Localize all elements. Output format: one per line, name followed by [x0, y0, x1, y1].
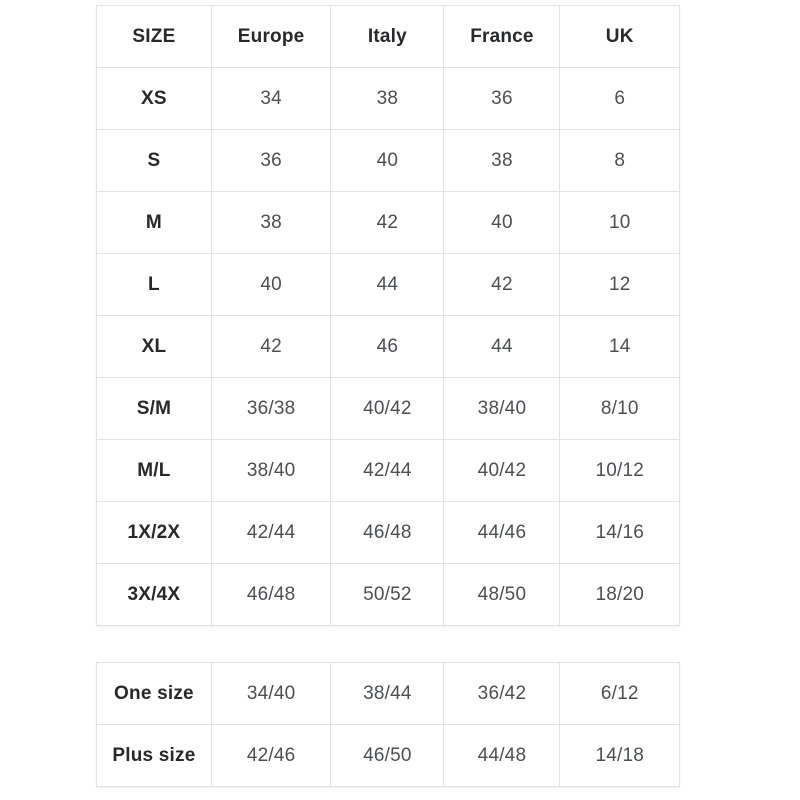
size-value-cell: 42 [444, 254, 560, 316]
table-row [97, 378, 680, 440]
size-value-cell: 6 [560, 68, 680, 130]
size-value-cell: 6/12 [560, 663, 680, 725]
size-label-cell: S/M [97, 378, 212, 440]
tables-container [96, 5, 680, 787]
size-label-cell: L [97, 254, 212, 316]
size-value-cell: 38 [211, 192, 331, 254]
size-value-cell: 8 [560, 130, 680, 192]
special-sizes-table [96, 662, 680, 787]
size-value-cell: 40/42 [444, 440, 560, 502]
size-value-cell: 48/50 [444, 564, 560, 626]
size-label-cell: 1X/2X [97, 502, 212, 564]
size-value-cell: 14 [560, 316, 680, 378]
size-label-cell: XS [97, 68, 212, 130]
table-row [97, 192, 680, 254]
size-value-cell: 42 [211, 316, 331, 378]
size-value-cell: 44/46 [444, 502, 560, 564]
size-value-cell: 40/42 [331, 378, 444, 440]
table-row [97, 68, 680, 130]
size-value-cell: 44 [331, 254, 444, 316]
size-value-cell: 46/48 [211, 564, 331, 626]
size-value-cell: 38/40 [211, 440, 331, 502]
size-value-cell: 44 [444, 316, 560, 378]
size-value-cell: 46 [331, 316, 444, 378]
size-value-cell: 50/52 [331, 564, 444, 626]
size-value-cell: 14/16 [560, 502, 680, 564]
table-row [97, 564, 680, 626]
size-label-cell: M [97, 192, 212, 254]
size-value-cell: 18/20 [560, 564, 680, 626]
size-value-cell: 8/10 [560, 378, 680, 440]
size-value-cell: 42/46 [211, 725, 331, 787]
size-value-cell: 38 [331, 68, 444, 130]
size-value-cell: 10 [560, 192, 680, 254]
column-header: UK [560, 6, 680, 68]
size-value-cell: 12 [560, 254, 680, 316]
column-header: France [444, 6, 560, 68]
size-value-cell: 38/40 [444, 378, 560, 440]
size-label-cell: 3X/4X [97, 564, 212, 626]
size-value-cell: 40 [444, 192, 560, 254]
table-row [97, 663, 680, 725]
column-header: SIZE [97, 6, 212, 68]
table-row [97, 725, 680, 787]
table-row [97, 254, 680, 316]
size-label-cell: S [97, 130, 212, 192]
size-value-cell: 46/48 [331, 502, 444, 564]
size-value-cell: 36/38 [211, 378, 331, 440]
size-value-cell: 40 [211, 254, 331, 316]
column-header: Europe [211, 6, 331, 68]
table-row [97, 440, 680, 502]
table-row [97, 130, 680, 192]
size-value-cell: 42/44 [331, 440, 444, 502]
table-row [97, 502, 680, 564]
column-header: Italy [331, 6, 444, 68]
size-value-cell: 36/42 [444, 663, 560, 725]
size-value-cell: 46/50 [331, 725, 444, 787]
size-value-cell: 40 [331, 130, 444, 192]
size-value-cell: 14/18 [560, 725, 680, 787]
size-label-cell: XL [97, 316, 212, 378]
table-row [97, 316, 680, 378]
size-value-cell: 10/12 [560, 440, 680, 502]
size-value-cell: 42/44 [211, 502, 331, 564]
size-value-cell: 36 [211, 130, 331, 192]
size-label-cell: Plus size [97, 725, 212, 787]
header-row [97, 6, 680, 68]
size-value-cell: 38/44 [331, 663, 444, 725]
size-label-cell: M/L [97, 440, 212, 502]
size-value-cell: 36 [444, 68, 560, 130]
size-value-cell: 38 [444, 130, 560, 192]
size-value-cell: 34/40 [211, 663, 331, 725]
size-value-cell: 44/48 [444, 725, 560, 787]
size-value-cell: 42 [331, 192, 444, 254]
size-label-cell: One size [97, 663, 212, 725]
size-conversion-table [96, 5, 680, 626]
size-value-cell: 34 [211, 68, 331, 130]
